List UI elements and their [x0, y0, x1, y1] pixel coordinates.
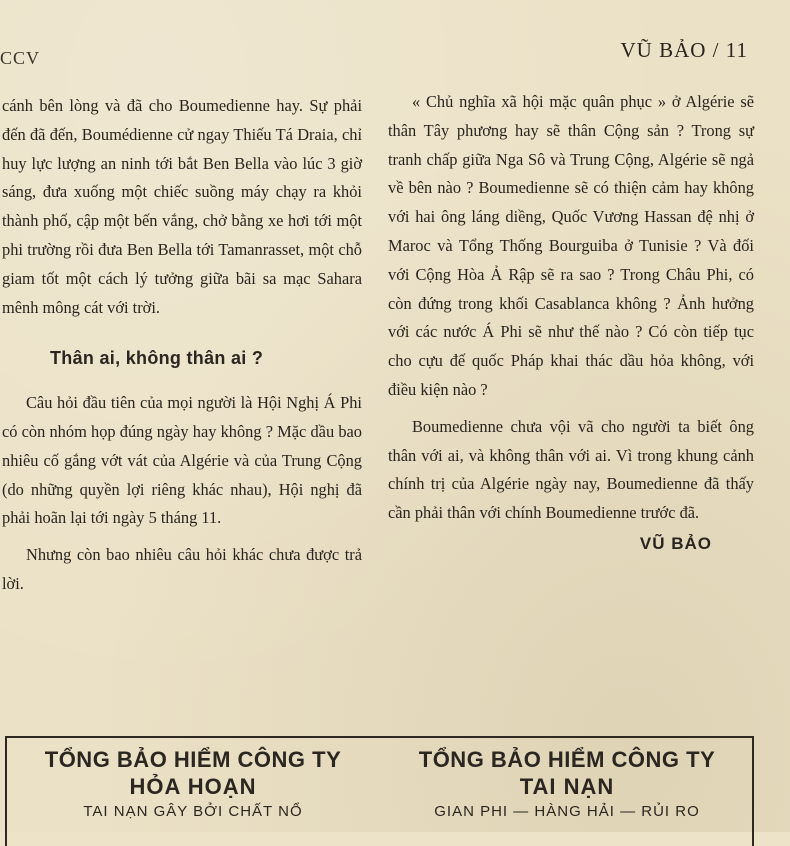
left-paragraph-2: Câu hỏi đầu tiên của mọi người là Hội Nghị Á Phi có còn nhóm họp đúng ngày hay không ? Mặc dầu bao nhiêu cố gắng vớt vát của Algérie và của Trung Cộng (do những quyền lợi riêng khác nhau), Hội nghị đã phải hoãn lại tới ngày 5 tháng 11.: [2, 393, 362, 528]
left-paragraph-3: Nhưng còn bao nhiêu câu hỏi khác chưa được trả lời.: [2, 545, 362, 593]
right-text-column: [388, 88, 754, 559]
left-paragraph-1: cánh bên lòng và đã cho Boumedienne hay. Sự phải đến đã đến, Boumédienne cử ngay Thiếu Tá Draia, chỉ huy lực lượng an ninh tới bắt Ben Bella vào lúc 3 giờ sáng, đưa xuống một chiếc suồng máy chạy ra khỏi thành phố, cập một bến vắng, chở bằng xe hơi tới một phi trường rồi đưa Ben Bella tới Tamanrasset, một chỗ giam tốt một cách lý tưởng giữa bãi sa mạc Sahara mênh mông cát với trời.: [2, 96, 362, 317]
ad-left-detail: TAI NẠN GÂY BỞI CHẤT NỔ: [83, 803, 303, 820]
article-author-signature: VŨ BẢO: [639, 533, 712, 553]
ad-left-type: HỎA HOẠN: [129, 774, 257, 799]
insurance-ad-accident: [384, 746, 750, 822]
ad-right-border: [752, 736, 754, 846]
right-paragraph-1: « Chủ nghĩa xã hội mặc quân phục » ở Algérie sẽ thân Tây phương hay sẽ thân Cộng sản ? Trong sự tranh chấp giữa Nga Sô và Trung Cộng, Algérie sẽ ngả về bên nào ? Boumedienne sẽ có thiện cảm hay không với hai ông láng diềng, Quốc Vương Hassan đệ nhị ở Maroc và Tổng Thống Bourguiba ở Tunisie ? Và đối với Cộng Hòa Ả Rập sẽ ra sao ? Trong Châu Phi, có còn đứng trong khối Casablanca không ? Ảnh hưởng với các nước Á Phi sẽ như thế nào ? Có còn tiếp tục cho cựu đế quốc Pháp khai thác dầu hỏa không, với điều kiện nào ?: [388, 92, 754, 399]
ad-right-type: TAI NẠN: [519, 774, 615, 799]
ad-left-company: TỔNG BẢO HIỂM CÔNG TY: [44, 747, 342, 772]
running-header-left: CCV: [0, 48, 41, 68]
ad-right-company: TỔNG BẢO HIỂM CÔNG TY: [418, 747, 716, 772]
section-heading: Thân ai, không thân ai ?: [50, 348, 264, 369]
right-paragraph-2: Boumedienne chưa vội vã cho người ta biết ông thân với ai, và không thân với ai. Vì trong khung cảnh chính trị của Algérie ngày nay, Boumedienne đã thấy cần phải thân với chính Boumedienne trước đã.: [388, 416, 754, 523]
ad-right-detail: GIAN PHI — HÀNG HẢI — RỦI RO: [434, 803, 700, 820]
running-header-author-page: VŨ BẢO / 11: [620, 38, 748, 62]
insurance-ad-fire: [10, 746, 376, 822]
left-text-column: [2, 92, 362, 599]
